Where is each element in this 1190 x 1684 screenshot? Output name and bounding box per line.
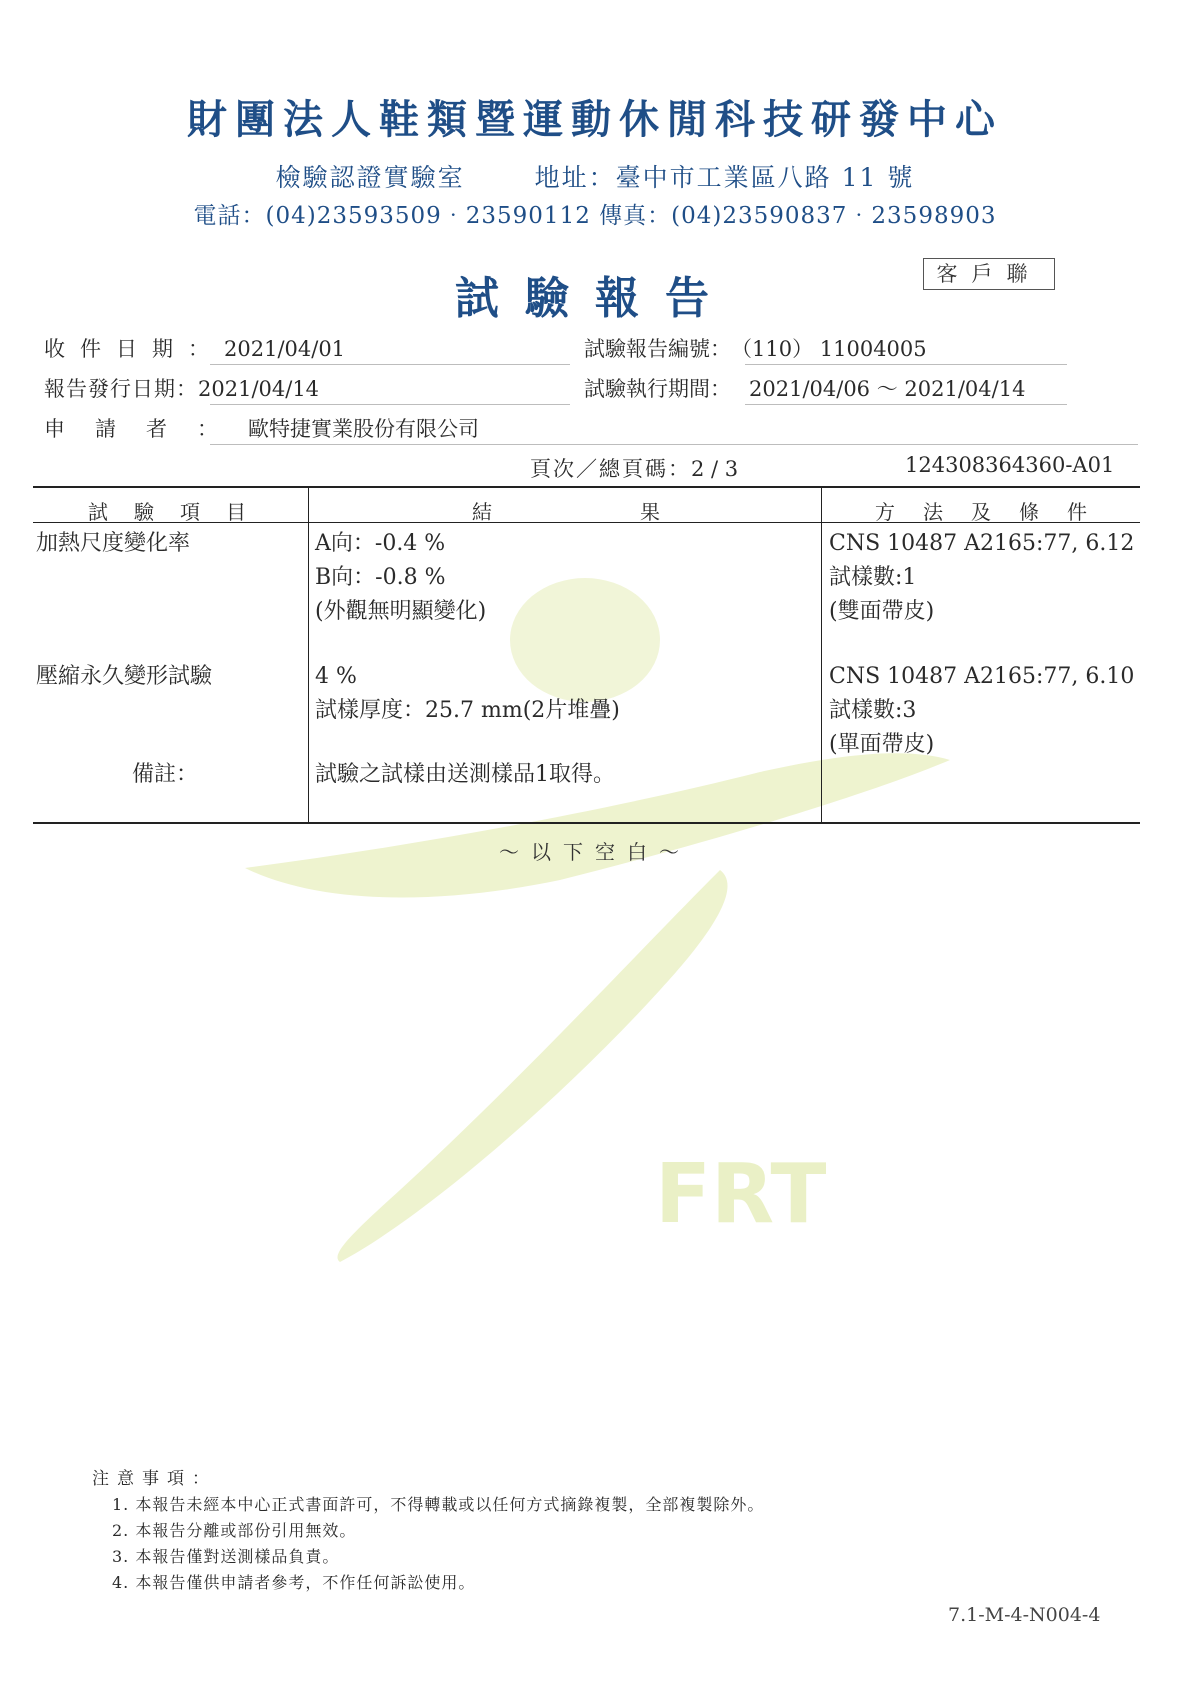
test-period-field [584,373,1025,403]
watermark-text: FRT [655,1147,827,1242]
applicant-value: 歐特捷實業股份有限公司 [248,417,479,441]
row-2-result-line-2: 試樣厚度：25.7 mm(2片堆疊) [315,698,620,723]
remark-label: 備註： [132,762,199,787]
lab-address: 地址：臺中市工業區八路 11 號 [534,163,915,192]
note-item-2: 2. 本報告分離或部份引用無效。 [112,1521,357,1540]
table-row-1-result [315,527,486,629]
contact-line: 電話：(04)23593509‧23590112 傳真：(04)23590837‧23598903 [193,203,997,229]
form-code: 7.1-M-4-N004-4 [948,1604,1101,1626]
row-2-method-line-3: (單面帶皮) [829,732,935,757]
received-date-field [44,333,345,363]
column-header-method: 方法及條件 [875,500,1115,524]
page-count-label: 頁次／總頁碼： [530,457,691,481]
issue-date-label: 報告發行日期： [44,377,198,401]
note-item-3: 3. 本報告僅對送測樣品負責。 [112,1547,340,1566]
notes-title: 注意事項： [92,1469,217,1489]
report-number-label: 試驗報告編號： [584,337,731,361]
row-1-method-line-2: 試樣數:1 [829,565,917,590]
report-title: 試驗報告 [455,273,735,324]
report-number-value: （110） 11004005 [731,337,927,361]
table-row-1-item: 加熱尺度變化率 [36,531,191,556]
table-row-2-item: 壓縮永久變形試驗 [36,664,213,689]
page-count-field [530,453,738,483]
test-period-label: 試驗執行期間： [584,377,731,401]
table-column-divider-2 [821,487,822,823]
note-item-1: 1. 本報告未經本中心正式書面許可，不得轉載或以任何方式摘錄複製，全部複製除外。 [112,1495,765,1514]
note-item-4: 4. 本報告僅供申請者參考，不作任何訴訟使用。 [112,1573,476,1592]
applicant-label: 申請者： [44,417,248,441]
table-column-divider-1 [308,487,309,823]
column-header-item: 試驗項目 [88,500,272,524]
remark-text: 試驗之試樣由送測樣品1取得。 [315,762,615,787]
received-date-label: 收件日期： [44,337,224,361]
sample-code: 124308364360-A01 [905,453,1115,477]
lab-name: 檢驗認證實驗室 [275,163,465,192]
table-row-1-method [829,527,1134,629]
row-2-method-line-1: CNS 10487 A2165:77, 6.10 [829,664,1135,689]
page-count-value: 2 / 3 [691,457,739,481]
test-period-value: 2021/04/06 ～ 2021/04/14 [749,377,1026,401]
copy-type-badge: 客戶聯 [923,258,1055,290]
table-row-2-result [315,660,620,728]
table-top-border [33,486,1140,488]
row-1-result-line-2: B向：-0.8 % [315,565,446,590]
row-2-result-line-1: 4 % [315,664,357,689]
end-of-content-marker: ～以下空白～ [499,840,691,864]
table-row-2-method [829,660,1134,762]
row-1-method-line-3: (雙面帶皮) [829,599,935,624]
row-2-method-line-2: 試樣數:3 [829,698,917,723]
applicant-field [44,413,479,443]
organization-name: 財團法人鞋類暨運動休閒科技研發中心 [187,97,1003,143]
report-number-field [584,333,927,363]
row-1-result-line-3: (外觀無明顯變化) [315,599,487,624]
issue-date-value: 2021/04/14 [198,377,320,401]
row-1-result-line-1: A向：-0.4 % [315,531,446,556]
table-bottom-border [33,822,1140,824]
issue-date-field [44,373,319,403]
row-1-method-line-1: CNS 10487 A2165:77, 6.12 [829,531,1135,556]
column-header-result: 結果 [472,500,808,524]
lab-address-line [0,158,1190,194]
received-date-value: 2021/04/01 [224,337,346,361]
